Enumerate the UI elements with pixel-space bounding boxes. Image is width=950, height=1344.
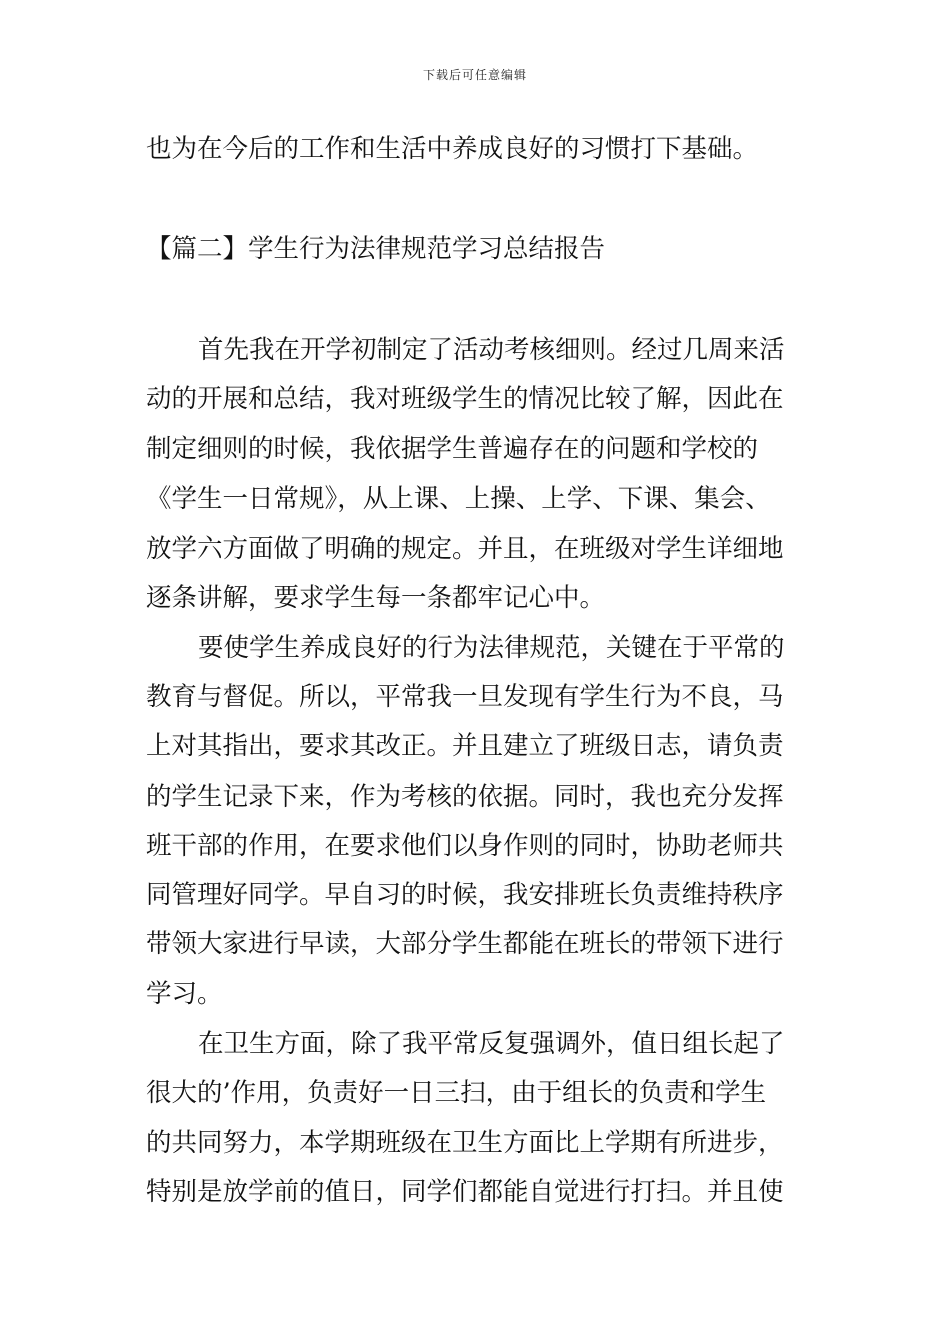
text-line: 也为在今后的工作和生活中养成良好的习惯打下基础。 [146, 134, 759, 164]
page-header: 下载后可任意编辑 [422, 68, 527, 82]
paragraph-line: 放学六方面做了明确的规定。并且，在班级对学生详细地 [146, 534, 784, 564]
paragraph-line: 的共同努力，本学期班级在卫生方面比上学期有所进步， [146, 1128, 784, 1158]
paragraph-line: 的学生记录下来，作为考核的依据。同时，我也充分发挥 [146, 782, 784, 812]
paragraph-line: 动的开展和总结，我对班级学生的情况比较了解，因此在 [146, 384, 784, 414]
paragraph-line: 同管理好同学。早自习的时候，我安排班长负责维持秩序 [146, 880, 784, 910]
paragraph-line: 特别是放学前的值日，同学们都能自觉进行打扫。并且使 [146, 1177, 784, 1207]
paragraph-line: 要使学生养成良好的行为法律规范，关键在于平常的 [198, 633, 785, 663]
paragraph-line: 很大的’作用，负责好一日三扫，由于组长的负责和学生 [146, 1078, 767, 1108]
paragraph-line: 逐条讲解，要求学生每一条都牢记心中。 [146, 583, 606, 613]
paragraph-line: 教育与督促。所以，平常我一旦发现有学生行为不良，马 [146, 682, 784, 712]
section-title: 【篇二】学生行为法律规范学习总结报告 [146, 234, 606, 264]
paragraph-line: 制定细则的时候，我依据学生普遍存在的问题和学校的 [146, 434, 759, 464]
paragraph-line: 班干部的作用，在要求他们以身作则的同时，协助老师共 [146, 831, 784, 861]
paragraph-line: 学习。 [146, 979, 223, 1009]
paragraph-line: 带领大家进行早读，大部分学生都能在班长的带领下进行 [146, 929, 784, 959]
paragraph-line: 首先我在开学初制定了活动考核细则。经过几周来活 [198, 335, 785, 365]
paragraph-line: 上对其指出，要求其改正。并且建立了班级日志，请负责 [146, 731, 784, 761]
paragraph-line: 《学生一日常规》，从上课、上操、上学、下课、集会、 [146, 484, 771, 514]
paragraph-line: 在卫生方面，除了我平常反复强调外，值日组长起了 [198, 1029, 785, 1059]
